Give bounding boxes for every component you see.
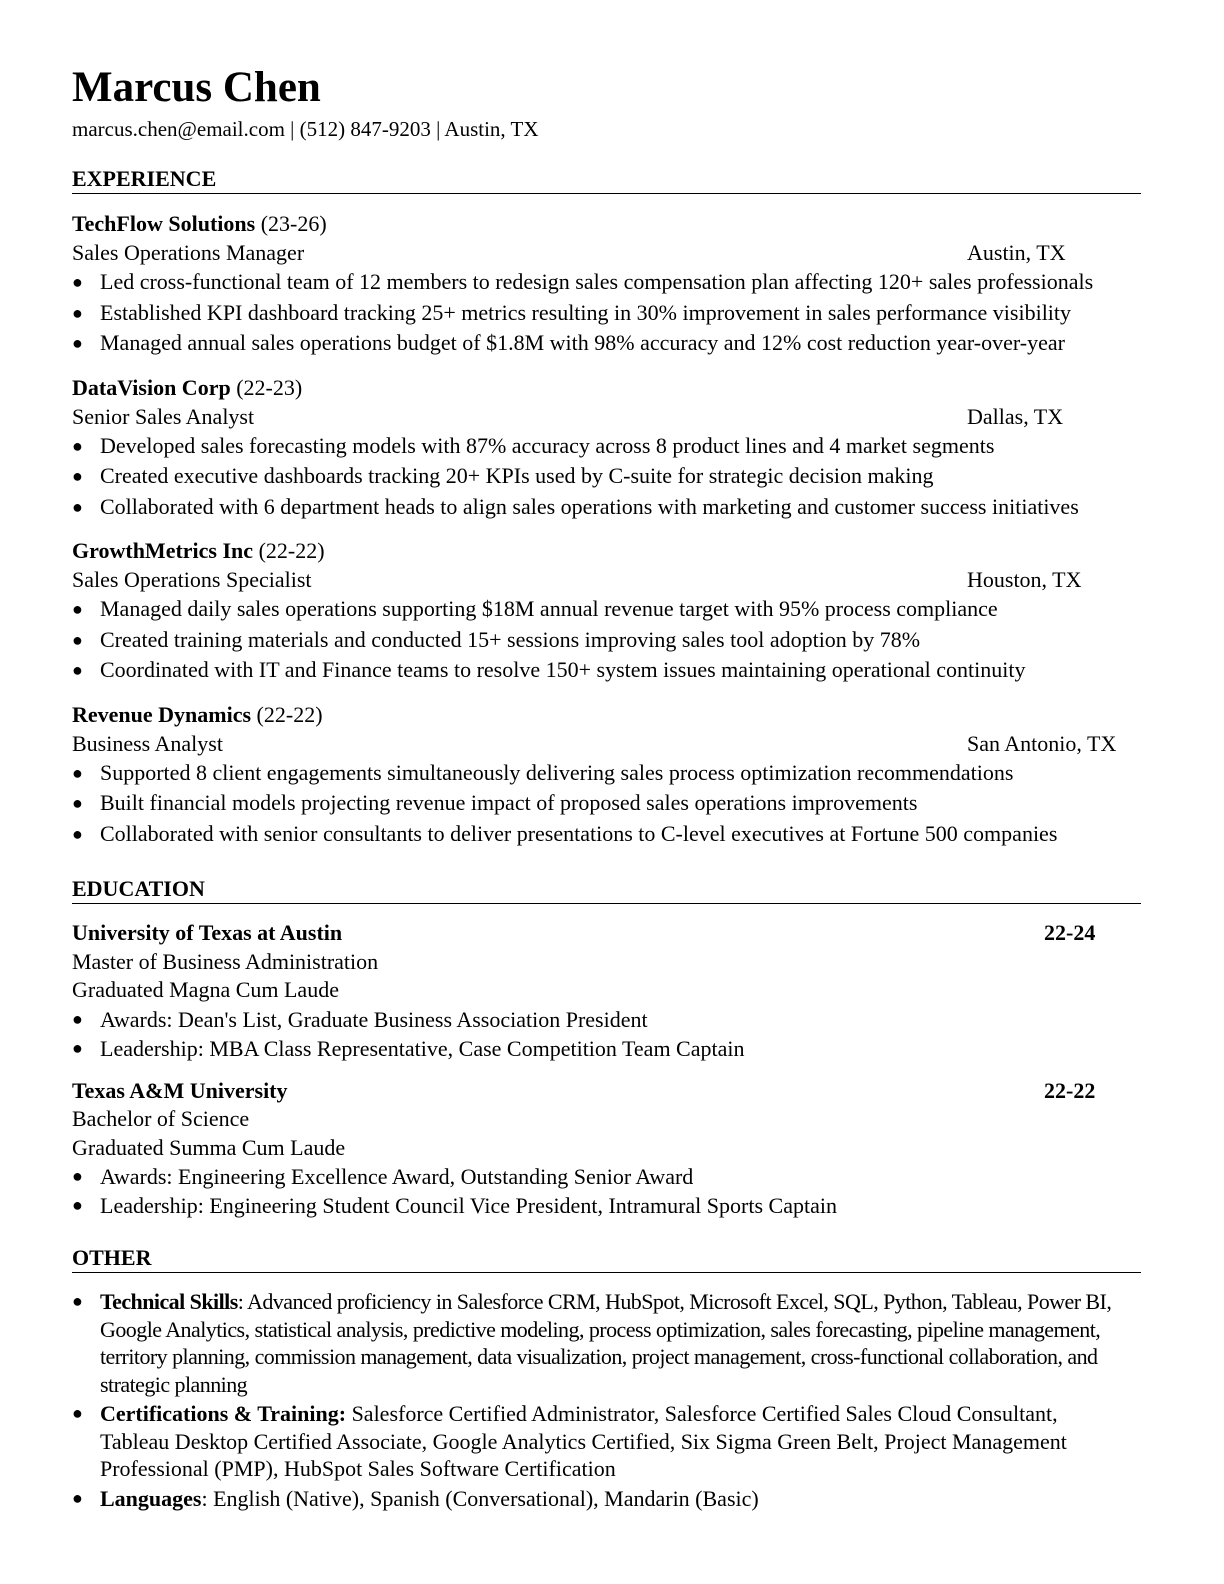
other-item-technical-skills: ● Technical Skills: Advanced proficiency in Salesforce CRM, HubSpot, Microsoft Excel, SQL, Python, Tableau, Power BI, Google Analytics, statistical analysis, predictive modeling, process optimization, sales forecasting, pipeline management, territory planning, commission management, data visualization, project management, cross-functional collaboration, and strategic planning [72, 1289, 1112, 1397]
job-role: Sales Operations Manager [72, 240, 305, 265]
bullet-icon: ● [72, 1166, 83, 1186]
degree: Master of Business Administration [72, 948, 379, 974]
education-section-title: EDUCATION [72, 875, 1141, 904]
job-role: Senior Sales Analyst [72, 403, 255, 429]
job-bullet: ● Created executive dashboards tracking 20+ KPIs used by C-suite for strategic decision making [72, 461, 1141, 492]
job-company: TechFlow Solutions [72, 211, 256, 236]
education-header [72, 1077, 1141, 1106]
job-bullets [72, 758, 1141, 850]
other-section-title: OTHER [72, 1244, 1141, 1273]
education-bullet: ● Awards: Dean's List, Graduate Business Association President [72, 1006, 648, 1032]
bullet-icon: ● [72, 1403, 83, 1423]
bullet-icon: ● [72, 1195, 83, 1215]
bullet-icon: ● [72, 302, 83, 323]
job-role-line [72, 565, 1141, 594]
other-item-label: Languages [100, 1485, 202, 1511]
bullet-icon: ● [72, 599, 83, 619]
job-entry [72, 700, 1141, 850]
job-bullet: ● Managed annual sales operations budget of $1.8M with 98% accuracy and 12% cost reduction year-over-year [72, 328, 1141, 359]
school-name: Texas A&M University [72, 1077, 288, 1103]
job-role-line [72, 238, 1141, 267]
bullet-icon: ● [72, 660, 83, 680]
other-item-label: Certifications & Training: [100, 1401, 347, 1426]
job-header [72, 536, 1141, 565]
bullet-icon: ● [72, 272, 83, 292]
job-role-line [72, 729, 1141, 758]
honors: Graduated Summa Cum Laude [72, 1134, 346, 1160]
job-bullets [72, 594, 1141, 686]
job-role: Sales Operations Specialist [72, 567, 312, 592]
job-bullet: ● Collaborated with senior consultants to deliver presentations to C-level executives at Fortune 500 companies [72, 819, 1141, 850]
school-years: 22-24 [1044, 920, 1096, 945]
job-location: Dallas, TX [967, 403, 1064, 429]
job-bullet: ● Supported 8 client engagements simultaneously delivering sales process optimization recommendations [72, 758, 1141, 789]
job-bullet: ● Collaborated with 6 department heads to align sales operations with marketing and customer success initiatives [72, 492, 1141, 523]
school-years: 22-22 [1044, 1077, 1096, 1103]
job-years: (22-22) [258, 538, 325, 563]
job-bullet: ● Developed sales forecasting models with 87% accuracy across 8 product lines and 4 market segments [72, 431, 1141, 462]
education-bullets [72, 1162, 1141, 1220]
bullet-icon: ● [72, 1487, 83, 1508]
education-bullets [72, 1005, 1141, 1063]
experience-section-title: EXPERIENCE [72, 165, 1141, 194]
bullet-icon: ● [72, 1037, 83, 1058]
bullet-icon: ● [72, 1291, 83, 1311]
job-company: Revenue Dynamics [72, 701, 252, 727]
education-header [72, 919, 1141, 948]
job-bullet: ● Led cross-functional team of 12 members to redesign sales compensation plan affecting 120+ sales professionals [72, 267, 1141, 298]
bullet-icon: ● [72, 629, 83, 650]
bullet-icon: ● [72, 823, 83, 844]
job-header [72, 373, 1141, 402]
job-entry [72, 536, 1141, 686]
job-bullets [72, 267, 1141, 359]
education-bullet: ● Leadership: MBA Class Representative, Case Competition Team Captain [72, 1035, 745, 1061]
job-years: (22-23) [236, 374, 303, 400]
job-bullet: ● Created training materials and conducted 15+ sessions improving sales tool adoption by 78% [72, 625, 1141, 656]
other-list [72, 1288, 1141, 1512]
education-bullet: ● Awards: Engineering Excellence Award, Outstanding Senior Award [72, 1164, 694, 1189]
other-item-label: Technical Skills [100, 1289, 238, 1314]
job-entry [72, 209, 1141, 359]
bullet-icon: ● [72, 435, 83, 456]
honors: Graduated Magna Cum Laude [72, 977, 339, 1002]
bullet-icon: ● [72, 496, 83, 517]
job-header [72, 700, 1141, 729]
education-entry [72, 1077, 1141, 1221]
job-bullets [72, 431, 1141, 523]
job-role-line [72, 402, 1141, 431]
job-entry [72, 373, 1141, 523]
job-location: Austin, TX [967, 240, 1066, 265]
job-bullet: ● Managed daily sales operations supporting $18M annual revenue target with 95% process compliance [72, 594, 1141, 625]
job-bullet: ● Built financial models projecting revenue impact of proposed sales operations improvements [72, 788, 1141, 819]
job-role: Business Analyst [72, 730, 223, 756]
contact-line: marcus.chen@email.com | (512) 847-9203 | Austin, TX [72, 117, 539, 141]
job-location: Houston, TX [967, 567, 1082, 592]
school-name: University of Texas at Austin [72, 920, 343, 945]
job-bullet: ● Coordinated with IT and Finance teams to resolve 150+ system issues maintaining operational continuity [72, 655, 1141, 686]
other-item-languages: ● Languages: English (Native), Spanish (Conversational), Mandarin (Basic) [72, 1485, 759, 1511]
job-years: (23-26) [260, 211, 327, 236]
bullet-icon: ● [72, 762, 83, 783]
bullet-icon: ● [72, 333, 83, 353]
job-location: San Antonio, TX [967, 730, 1117, 756]
education-bullet: ● Leadership: Engineering Student Council Vice President, Intramural Sports Captain [72, 1193, 837, 1218]
job-bullet: ● Established KPI dashboard tracking 25+ metrics resulting in 30% improvement in sales performance visibility [72, 298, 1141, 329]
job-company: GrowthMetrics Inc [72, 538, 254, 563]
resume-page [72, 62, 1141, 1512]
bullet-icon: ● [72, 466, 83, 486]
job-header [72, 209, 1141, 238]
job-years: (22-22) [256, 701, 323, 727]
bullet-icon: ● [72, 793, 83, 813]
other-item-certifications: ● Certifications & Training: Salesforce Certified Administrator, Salesforce Certified Sales Cloud Consultant, Tableau Desktop Certified Associate, Google Analytics Certified, Six Sigma Green Belt, Project Management Professional (PMP), HubSpot Sales Software Certification [72, 1401, 1067, 1481]
bullet-icon: ● [72, 1008, 83, 1029]
candidate-name: Marcus Chen [72, 64, 321, 111]
education-entry [72, 919, 1141, 1063]
degree: Bachelor of Science [72, 1106, 250, 1131]
job-company: DataVision Corp [72, 374, 231, 400]
